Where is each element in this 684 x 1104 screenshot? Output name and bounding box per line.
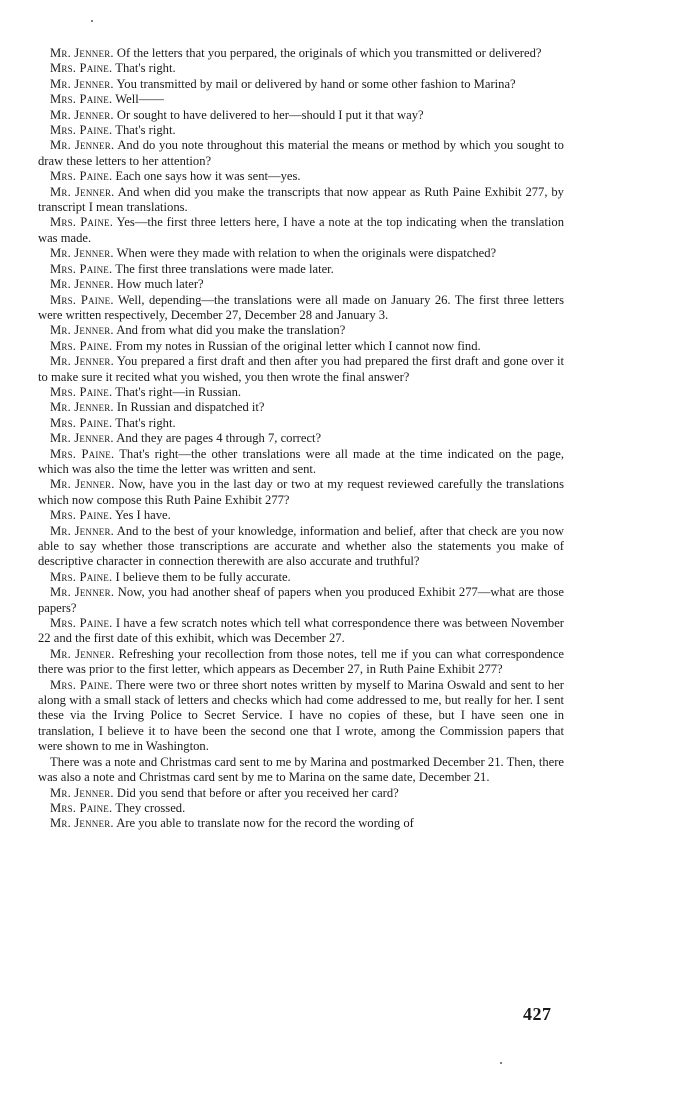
paragraph-text: How much later?	[116, 277, 204, 292]
paragraph-text: The first three translations were made later.	[115, 261, 334, 276]
speaker-label: Mr. Jenner.	[50, 76, 114, 91]
transcript-paragraph	[38, 801, 564, 816]
paragraph-text: Now, have you in the last day or two at my request reviewed carefully the translations which now compose this Ruth Paine Exhibit 277?	[38, 477, 565, 507]
speaker-label: Mr. Jenner.	[50, 246, 114, 261]
transcript-paragraph	[38, 262, 564, 277]
speaker-label: Mrs. Paine.	[50, 261, 113, 276]
transcript-paragraph	[38, 77, 564, 92]
speaker-label: Mrs. Paine.	[50, 123, 113, 138]
paragraph-text: Are you able to translate now for the record the wording of	[116, 816, 414, 831]
transcript-paragraph	[38, 570, 564, 585]
paragraph-text: Refreshing your recollection from those notes, tell me if you can what correspondence there was prior to the first letter, which appears as December 27, in Ruth Paine Exhibit 277?	[38, 646, 564, 677]
paragraph-text: There was a note and Christmas card sent to me by Marina and postmarked December 21. Then, there was also a note and Christmas card sent by me to Marina on the same date, December 21.	[38, 754, 564, 785]
transcript-paragraph	[38, 678, 564, 755]
speaker-label: Mr. Jenner.	[50, 523, 115, 538]
transcript-paragraph	[38, 293, 564, 324]
transcript-paragraph	[38, 169, 564, 184]
speaker-label: Mr. Jenner.	[50, 477, 115, 492]
speaker-label: Mrs. Paine.	[50, 384, 113, 399]
paragraph-text: And do you note throughout this material the means or method by which you sought to draw these letters to her attention?	[38, 138, 564, 168]
transcript-paragraph	[38, 431, 564, 446]
transcript-paragraph	[38, 339, 564, 354]
speaker-label: Mr. Jenner.	[50, 816, 114, 831]
paragraph-text: That's right—the other translations were all made at the time indicated on the page, which was also the time the letter was written and sent.	[38, 446, 565, 476]
speaker-label: Mr. Jenner.	[50, 431, 114, 446]
speaker-label: Mr. Jenner.	[50, 585, 115, 600]
transcript-paragraph	[38, 185, 564, 216]
transcript-paragraph	[38, 246, 564, 261]
paragraph-text: That's right—in Russian.	[115, 384, 242, 399]
transcript-paragraph	[38, 786, 564, 801]
transcript-paragraph	[38, 400, 564, 415]
transcript-paragraph	[38, 647, 564, 678]
paragraph-text: They crossed.	[115, 800, 186, 815]
paragraph-text: From my notes in Russian of the original letter which I cannot now find.	[115, 338, 481, 353]
speaker-label: Mr. Jenner.	[50, 277, 114, 292]
speaker-label: Mr. Jenner.	[50, 46, 114, 60]
speaker-label: Mr. Jenner.	[50, 785, 114, 800]
paragraph-text: And to the best of your knowledge, information and belief, after that check are you now able to say whether those transcriptions are accurate and whether also the statements you make of descriptive character in connection therewith are also accurate and truthful?	[38, 523, 564, 569]
transcript-paragraph	[38, 385, 564, 400]
speaker-label: Mrs. Paine.	[50, 169, 113, 184]
transcript-paragraph	[38, 477, 564, 508]
transcript-paragraph	[38, 61, 564, 76]
paragraph-text: And they are pages 4 through 7, correct?	[116, 431, 322, 446]
paragraph-text: Each one says how it was sent—yes.	[115, 169, 301, 184]
paragraph-text: Now, you had another sheaf of papers when you produced Exhibit 277—what are those papers?	[38, 585, 564, 615]
transcript-paragraph	[38, 277, 564, 292]
transcript-paragraph	[38, 755, 564, 786]
speaker-label: Mrs. Paine.	[50, 61, 113, 76]
transcript-paragraph	[38, 108, 564, 123]
paragraph-text: Well, depending—the translations were all made on January 26. The first three letters were written respectively, December 27, December 28 and January 3.	[38, 292, 565, 322]
speaker-label: Mrs. Paine.	[50, 92, 113, 107]
paragraph-text: That's right.	[115, 123, 176, 138]
speaker-label: Mr. Jenner.	[50, 646, 115, 661]
paragraph-text: Did you send that before or after you received her card?	[116, 785, 399, 800]
print-speck	[500, 1062, 502, 1064]
transcript-paragraph	[38, 323, 564, 338]
transcript-paragraph	[38, 354, 564, 385]
paragraph-text: And from what did you make the translation?	[116, 323, 346, 338]
speaker-label: Mr. Jenner.	[50, 107, 114, 122]
speaker-label: Mr. Jenner.	[50, 400, 114, 415]
paragraph-text: And when did you make the transcripts that now appear as Ruth Paine Exhibit 277, by transcript I mean translations.	[38, 184, 564, 215]
transcript-paragraph	[38, 616, 564, 647]
transcript-paragraph	[38, 585, 564, 616]
paragraph-text: Of the letters that you perpared, the originals of which you transmitted or delivered?	[116, 46, 542, 60]
paragraph-text: Well——	[115, 92, 164, 107]
speaker-label: Mrs. Paine.	[50, 215, 114, 230]
speaker-label: Mr. Jenner.	[50, 323, 114, 338]
transcript-paragraph	[38, 46, 564, 61]
speaker-label: Mr. Jenner.	[50, 184, 115, 199]
speaker-label: Mrs. Paine.	[50, 508, 113, 523]
speaker-label: Mrs. Paine.	[50, 446, 115, 461]
transcript-page	[38, 46, 564, 832]
print-speck	[91, 20, 93, 22]
paragraph-text: There were two or three short notes written by myself to Marina Oswald and sent to her along with a small stack of letters and checks which had come addressed to me, but really for her. I sent these via the Irving Police to Secret Service. I have no copies of these, but I have seen one in translation, I believe it to have been the second one that I wrote, among the Commission papers that were shown to me in Washington.	[38, 677, 565, 754]
speaker-label: Mrs. Paine.	[50, 677, 113, 692]
paragraph-text: That's right.	[115, 61, 176, 76]
paragraph-text: You transmitted by mail or delivered by hand or some other fashion to Marina?	[116, 76, 516, 91]
transcript-paragraph	[38, 416, 564, 431]
speaker-label: Mr. Jenner.	[50, 138, 115, 153]
speaker-label: Mr. Jenner.	[50, 354, 114, 369]
speaker-label: Mrs. Paine.	[50, 569, 113, 584]
page-number: 427	[523, 1004, 552, 1024]
speaker-label: Mrs. Paine.	[50, 415, 113, 430]
paragraph-text: You prepared a first draft and then after you had prepared the first draft and gone over it to make sure it recited what you wished, you then wrote the final answer?	[38, 354, 565, 384]
paragraph-text: Yes—the first three letters here, I have a note at the top indicating when the translation was made.	[38, 215, 564, 245]
transcript-paragraph	[38, 524, 564, 570]
speaker-label: Mrs. Paine.	[50, 616, 113, 631]
paragraph-text: Or sought to have delivered to her—should I put it that way?	[116, 107, 424, 122]
speaker-label: Mrs. Paine.	[50, 800, 113, 815]
paragraph-text: In Russian and dispatched it?	[116, 400, 265, 415]
transcript-paragraph	[38, 138, 564, 169]
paragraph-text: Yes I have.	[115, 508, 171, 523]
paragraph-text: I believe them to be fully accurate.	[115, 569, 291, 584]
speaker-label: Mrs. Paine.	[50, 338, 113, 353]
transcript-paragraph	[38, 447, 564, 478]
transcript-paragraph	[38, 508, 564, 523]
paragraph-text: I have a few scratch notes which tell what correspondence there was between November 22 and the first date of this exhibit, which was December 27.	[38, 616, 564, 646]
transcript-paragraph	[38, 92, 564, 107]
speaker-label: Mrs. Paine.	[50, 292, 114, 307]
transcript-paragraph	[38, 816, 564, 831]
transcript-paragraph	[38, 215, 564, 246]
transcript-paragraph	[38, 123, 564, 138]
paragraph-text: That's right.	[115, 415, 176, 430]
paragraph-text: When were they made with relation to when the originals were dispatched?	[116, 246, 497, 261]
